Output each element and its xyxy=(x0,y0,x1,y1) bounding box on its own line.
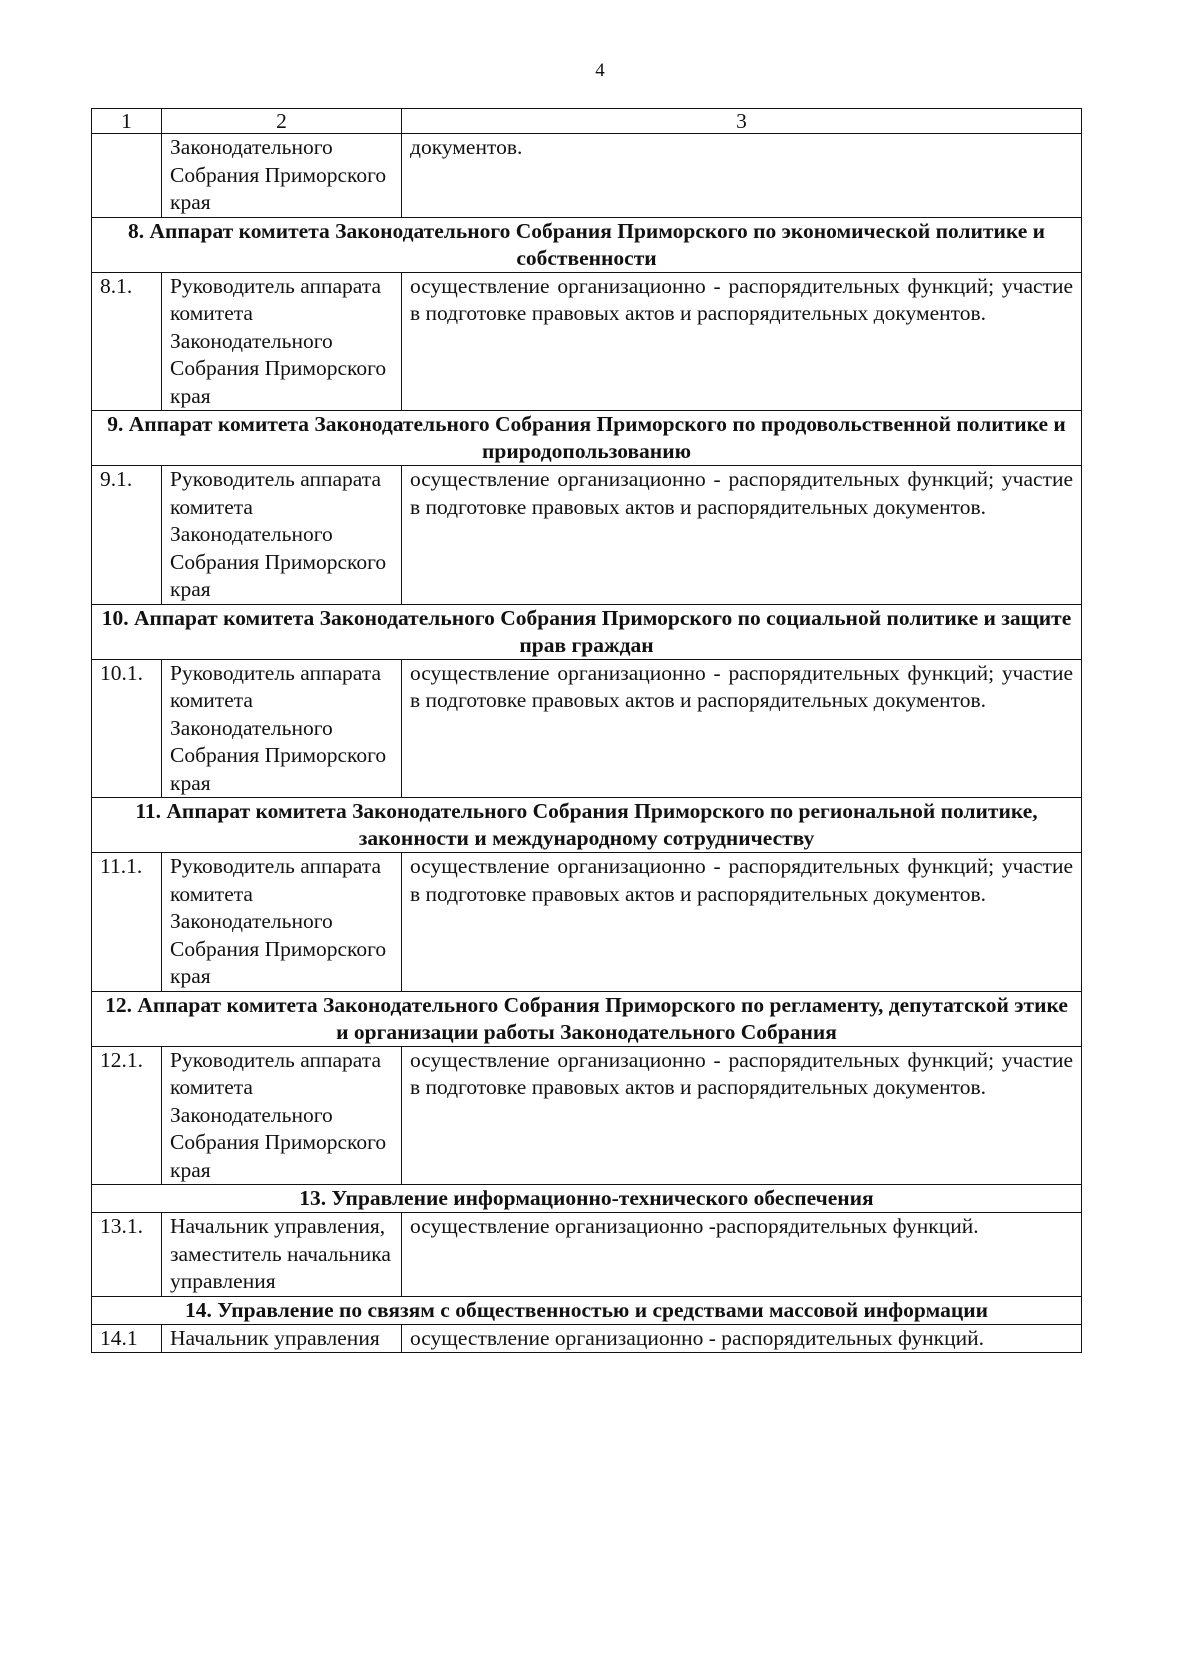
duties-text: осуществление организационно - распорядительных функций; участие в подготовке правовых актов и распорядительных документов. xyxy=(402,272,1082,411)
section-title: 11. Аппарат комитета Законодательного Собрания Приморского по региональной политике, законности и международному сотрудничеству xyxy=(92,798,1082,853)
position-title: Начальник управления xyxy=(162,1324,402,1353)
table-row xyxy=(92,1213,1082,1297)
duties-text: документов. xyxy=(402,134,1082,218)
positions-table xyxy=(91,108,1082,1353)
section-title: 13. Управление информационно-технического обеспечения xyxy=(92,1185,1082,1213)
position-title: Законодательного Собрания Приморского края xyxy=(162,134,402,218)
row-number: 12.1. xyxy=(92,1046,162,1185)
row-number: 14.1 xyxy=(92,1324,162,1353)
column-header: 3 xyxy=(402,109,1082,134)
duties-text: осуществление организационно - распорядительных функций; участие в подготовке правовых актов и распорядительных документов. xyxy=(402,853,1082,992)
duties-text: осуществление организационно - распорядительных функций; участие в подготовке правовых актов и распорядительных документов. xyxy=(402,1046,1082,1185)
section-row xyxy=(92,411,1082,466)
duties-text: осуществление организационно -распорядительных функций. xyxy=(402,1213,1082,1297)
duties-text: осуществление организационно - распорядительных функций. xyxy=(402,1324,1082,1353)
section-row xyxy=(92,604,1082,659)
row-number: 8.1. xyxy=(92,272,162,411)
section-title: 14. Управление по связям с общественностью и средствами массовой информации xyxy=(92,1296,1082,1324)
table-row xyxy=(92,659,1082,798)
section-title: 10. Аппарат комитета Законодательного Собрания Приморского по социальной политике и защите прав граждан xyxy=(92,604,1082,659)
column-header-row xyxy=(92,109,1082,134)
row-number: 11.1. xyxy=(92,853,162,992)
section-title: 9. Аппарат комитета Законодательного Собрания Приморского по продовольственной политике и природопользованию xyxy=(92,411,1082,466)
table-row xyxy=(92,1324,1082,1353)
row-number: 10.1. xyxy=(92,659,162,798)
position-title: Руководитель аппарата комитета Законодательного Собрания Приморского края xyxy=(162,853,402,992)
table-row xyxy=(92,272,1082,411)
row-number: 9.1. xyxy=(92,466,162,605)
section-title: 12. Аппарат комитета Законодательного Собрания Приморского по регламенту, депутатской этике и организации работы Законодательного Собрания xyxy=(92,991,1082,1046)
position-title: Руководитель аппарата комитета Законодательного Собрания Приморского края xyxy=(162,659,402,798)
table-row xyxy=(92,466,1082,605)
table-row xyxy=(92,1046,1082,1185)
section-row xyxy=(92,1185,1082,1213)
section-row xyxy=(92,798,1082,853)
section-title: 8. Аппарат комитета Законодательного Собрания Приморского по экономической политике и собственности xyxy=(92,217,1082,272)
row-number: 13.1. xyxy=(92,1213,162,1297)
duties-text: осуществление организационно - распорядительных функций; участие в подготовке правовых актов и распорядительных документов. xyxy=(402,466,1082,605)
duties-text: осуществление организационно - распорядительных функций; участие в подготовке правовых актов и распорядительных документов. xyxy=(402,659,1082,798)
position-title: Руководитель аппарата комитета Законодательного Собрания Приморского края xyxy=(162,272,402,411)
column-header: 1 xyxy=(92,109,162,134)
position-title: Руководитель аппарата комитета Законодательного Собрания Приморского края xyxy=(162,466,402,605)
section-row xyxy=(92,217,1082,272)
column-header: 2 xyxy=(162,109,402,134)
table-row xyxy=(92,134,1082,218)
row-number xyxy=(92,134,162,218)
position-title: Начальник управления, заместитель начальника управления xyxy=(162,1213,402,1297)
section-row xyxy=(92,991,1082,1046)
position-title: Руководитель аппарата комитета Законодательного Собрания Приморского края xyxy=(162,1046,402,1185)
table-row xyxy=(92,853,1082,992)
section-row xyxy=(92,1296,1082,1324)
page-number: 4 xyxy=(595,60,605,81)
